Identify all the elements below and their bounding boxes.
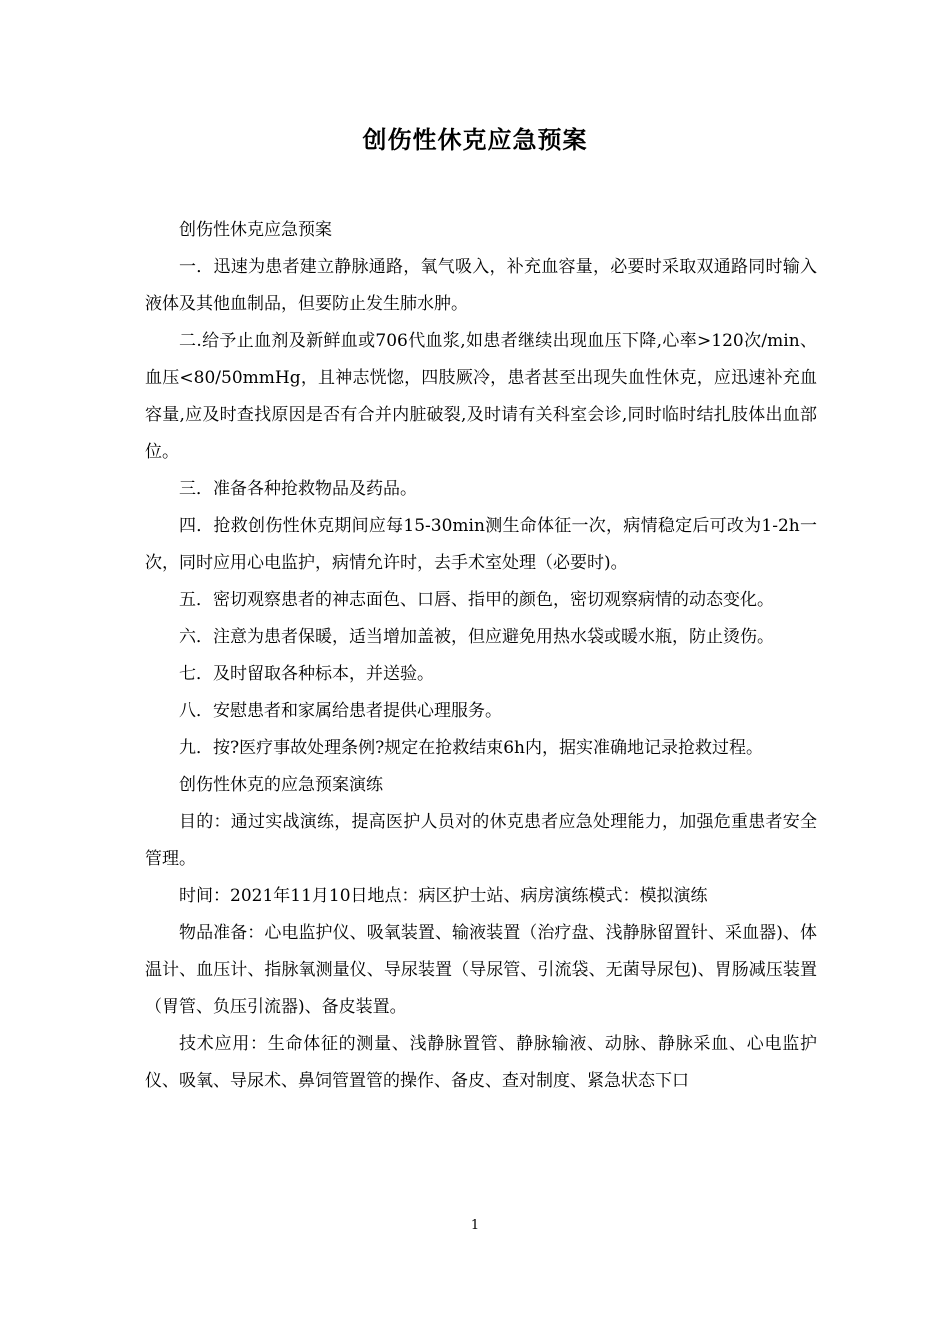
paragraph: 六．注意为患者保暖，适当增加盖被，但应避免用热水袋或暖水瓶，防止烫伤。 (179, 627, 774, 647)
paragraph: 九．按?医疗事故处理条例?规定在抢救结束6h内，据实准确地记录抢救过程。 (179, 738, 763, 758)
paragraph: 时间：2021年11月10日地点：病区护士站、病房演练模式：模拟演练 (179, 886, 708, 906)
paragraph: 八．安慰患者和家属给患者提供心理服务。 (179, 701, 502, 721)
paragraph: 技术应用：生命体征的测量、浅静脉置管、静脉输液、动脉、静脉采血、心电监护仪、吸氧、导尿术、鼻饲管置管的操作、备皮、查对制度、紧急状态下口 (145, 1034, 817, 1091)
document-body (145, 212, 817, 1100)
page-number: 1 (470, 1218, 480, 1233)
paragraph: 二.给予止血剂及新鲜血或706代血浆,如患者继续出现血压下降,心率>120次/min、血压<80/50mmHg，且神志恍惚，四肢厥冷，患者甚至出现失血性休克，应迅速补充血容量,应及时查找原因是否有合并内脏破裂,及时请有关科室会诊,同时临时结扎肢体出血部位。 (145, 331, 817, 462)
paragraph: 一．迅速为患者建立静脉通路，氧气吸入，补充血容量，必要时采取双通路同时输入液体及其他血制品，但要防止发生肺水肿。 (145, 257, 817, 314)
paragraph: 物品准备：心电监护仪、吸氧装置、输液装置（治疗盘、浅静脉留置针、采血器)、体温计、血压计、指脉氧测量仪、导尿装置（导尿管、引流袋、无菌导尿包)、胃肠减压装置（胃管、负压引流器)、备皮装置。 (145, 923, 817, 1017)
paragraph: 三．准备各种抢救物品及药品。 (179, 479, 417, 499)
paragraph: 五．密切观察患者的神志面色、口唇、指甲的颜色，密切观察病情的动态变化。 (179, 590, 774, 610)
paragraph: 七．及时留取各种标本，并送验。 (179, 664, 434, 684)
paragraph: 目的：通过实战演练，提高医护人员对的休克患者应急处理能力，加强危重患者安全管理。 (145, 812, 817, 869)
paragraph: 创伤性休克的应急预案演练 (179, 775, 383, 795)
page-title: 创伤性休克应急预案 (362, 125, 588, 154)
paragraph: 创伤性休克应急预案 (179, 220, 332, 240)
paragraph: 四．抢救创伤性休克期间应每15-30min测生命体征一次，病情稳定后可改为1-2h一次，同时应用心电监护，病情允许时，去手术室处理（必要时)。 (145, 516, 817, 573)
